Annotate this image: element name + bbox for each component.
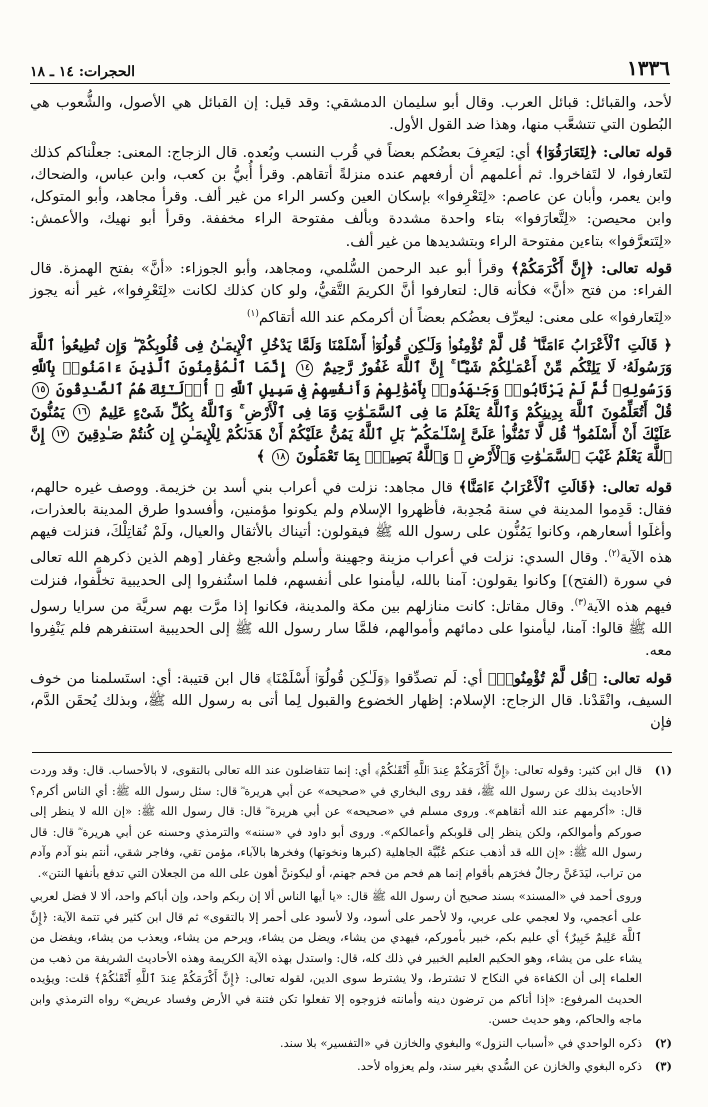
verse-text: إِنَّ ٱللَّهَ يَعْلَمُ غَيْبَ ٱلسَّمَـٰوَٰتِ وَٱلْأَرْضِ ۚ وَٱللَّهُ بَصِيرٌۢ بِمَا تَعْمَلُونَ — [30, 425, 672, 466]
verse-label: قوله تعالى: ﴿قُل لَّمْ تُؤْمِنُوا۟﴾ — [487, 669, 673, 687]
ayah-marker: ١٤ — [296, 360, 313, 377]
ayah-marker: ١٥ — [32, 382, 49, 399]
paragraph-text: أي: ليَعرِفَ بعضُكم بعضاً في قُرب النسب وبُعده. قال الزجاج: المعنى: جعلْناكم كذلك لتَعارفوا، لا لتَفاخروا. ثم أعلمهم أن أرفعهم عنده منزلةً أتقاهم. وقرأ أُبيُّ بن كعب، وابن عباس، والضحاك، وابن يعمر، وأبان عن عاصم: «لِتَعْرِفوا» بإسكان العين وكسر الراء من غير ألف. وقرأ مجاهد، وأبو المتوكل، وابن محيصن: «لِتَّعارَفوا» بتاء واحدة مشددة وبألف مفتوحة الراء مخففة. وقرأ أبو نهيك، والأعمش: «لِتَتعرَّفوا» بتاءين مفتوحة الراء وبتشديدها من غير ألف. — [30, 144, 672, 250]
footnote-number: (٣) — [654, 1059, 672, 1073]
verse-text: يَمُنُّونَ عَلَيْكَ أَنْ أَسْلَمُوا۟ ۖ قُل لَّا تَمُنُّوا۟ عَلَىَّ إِسْلَـٰمَكُم ۖ بَلِ ٱللَّهُ يَمُنُّ عَلَيْكُمْ أَنْ هَدَىٰكُمْ لِلْإِيمَـٰنِ إِن كُنتُمْ صَـٰدِقِينَ — [30, 403, 673, 443]
page-number: ١٣٣٦ — [627, 56, 670, 80]
ayah-marker: ١٦ — [73, 404, 90, 421]
surah-reference: الحجرات: ١٤ ـ ١٨ — [30, 64, 136, 80]
footnote-ref[interactable]: (٣) — [574, 597, 587, 608]
footnote-text: ذكره الواحدي في «أسباب النزول» والبغوي والخازن في «التفسير» بلا سند. — [279, 1035, 642, 1050]
footnote-text: قال ابن كثير: وقوله تعالى: ﴿إِنَّ أَكْرَمَكُمْ عِندَ ٱللَّهِ أَتْقَىٰكُمْ﴾ أي: إنما تتفاضلون عند الله تعالى بالتقوى، لا بالأحساب. قال: وقد وردت الأحاديث بذلك عن رسول الله ﷺ، فقد روى البخاري في «صحيحه» عن أبي هريرة ؓ قال: سئل رسول الله ﷺ: أي الناس أكرم؟ قال: «أكرمهم عند الله أتقاهم». وروى مسلم في «صحيحه» عن أبي هريرة ؓ قال: قال رسول الله ﷺ: «إن الله لا ينظر إلى صوركم وأموالكم، ولكن ينظر إلى قلوبكم وأعمالكم». وروى أبو داود في «سننه» والترمذي وحسنه عن أبي هريرة ؓ قال: قال رسول الله ﷺ: «إن الله قد أذهب عنكم عُبِّيَّة الجاهلية (كبرها ونخوتها) وفخرها بالآباء، مؤمن تقي، وفاجر شقي، أنتم بنو آدم وآدم من تراب، ليَدَعَنَّ رجالٌ فخرَهم بأقوام إنما هم فحم من فحم جهنم، أو ليكوننَّ أهون على الله من الجعلان التي تدفع بأنفها النتن». — [30, 763, 642, 880]
verse-label: قوله تعالى: ﴿إِنَّ أَكْرَمَكُمْ﴾ — [510, 260, 672, 278]
footnote-1-continuation: وروى أحمد في «المسند» بسند صحيح أن رسول الله ﷺ قال: «يا أيها الناس ألا إن ربكم واحد، وإن أباكم واحد، ألا لا فضل لعربي على أعجمي، ولا لعجمي على عربي، ولا لأحمر على أسود، ولا لأسود على أحمر إلا بالتقوى» ثم قال ابن كثير في تتمة الآية: ﴿إِنَّ ٱللَّهَ عَلِيمٌ خَبِيرٌ﴾ أي عليم بكم، خبير بأموركم، فيهدي من يشاء، ويضل من يشاء، ويرحم من يشاء، ويعذب من يشاء، ويفضل من يشاء على من يشاء، وهو الحكيم العليم الخبير في ذلك كله، قال: واستدل بهذه الآية الكريمة وهذه الأحاديث الشريفة من ذهب من العلماء إلى أن الكفاءة في النكاح لا تشترط، ولا يشترط سوى الدين، لقوله تعالى: ﴿إِنَّ أَكْرَمَكُمْ عِندَ ٱللَّهِ أَتْقَىٰكُمْ﴾ قلت: ويؤيده الحديث المرفوع: «إذا أتاكم من ترضون دينه وأمانته فزوجوه إلا تفعلوا تكن فتنة في الأرض وفساد عريض» رواه الترمذي وابن ماجه والحاكم، وهو حديث حسن. — [30, 889, 642, 1026]
footnote-ref[interactable]: (١) — [246, 308, 259, 319]
paragraph-2 — [30, 142, 672, 253]
footnote-divider — [32, 752, 672, 753]
verse-text: قُلْ أَتُعَلِّمُونَ ٱللَّهَ بِدِينِكُمْ وَٱللَّهُ يَعْلَمُ مَا فِى ٱلسَّمَـٰوَٰتِ وَمَا فِى ٱلْأَرْضِ ۚ وَٱللَّهُ بِكُلِّ شَىْءٍ عَلِيمٌ — [99, 403, 672, 421]
main-text — [30, 92, 672, 739]
paragraph-1: لأحد، والقبائل: قبائل العرب. وقال أبو سليمان الدمشقي: وقد قيل: إن القبائل هي الأصول، والشُّعوب هي البُطون التي تتشعَّب منها، وهذا ضد القول الأول. — [30, 95, 672, 134]
verse-text: ﴿ قَالَتِ ٱلْأَعْرَابُ ءَامَنَّا ۖ قُل لَّمْ تُؤْمِنُوا۟ وَلَـٰكِن قُولُوٓا۟ أَسْلَمْنَا وَلَمَّا يَدْخُلِ ٱلْإِيمَـٰنُ فِى قُلُوبِكُمْ ۖ وَإِن تُطِيعُوا۟ ٱللَّهَ وَرَسُولَهُۥ لَا يَلِتْكُم مِّنْ أَعْمَـٰلِكُمْ شَيْـًٔا ۚ إِنَّ ٱللَّهَ غَفُورٌ رَّحِيمٌ — [30, 336, 672, 377]
paragraph-text: أي: لَم تصدِّقوا ﴿وَلَـٰكِن قُولُوٓا۟ أَسْلَمْنَا﴾ قال ابن قتيبة: أي: استَسلمنا من خوف السيف، وانْقَدْنا. قال الزجاج: الإسلام: إظهار الخضوع والقبول لِما أتى به رسول الله ﷺ، وبذلك يُحقَن الدَّم، فإن — [30, 670, 672, 732]
paragraph-3 — [30, 258, 672, 329]
ayah-marker: ١٧ — [52, 426, 69, 443]
footnote-2 — [30, 1033, 672, 1054]
footnote-3 — [30, 1056, 672, 1077]
paragraph-4: قوله تعالى: ﴿قَالَتِ ٱلْأَعْرَابُ ءَامَنَّا﴾ قال مجاهد: نزلت في أعراب بني أسد بن خزيمة. ووصف غيره حالهم، فقال: قَدِموا المدينة في سنة مُجدِبة، فأظهروا الإسلام ولم يكونوا مؤمنين، وأفسدوا طرق المدينة بالعذرات، وأغلَوا أسعارهم، وكانوا يَمُنُّون على رسول الله ﷺ فيقولون: أتيناك بالأثقال والعيال، ولَمْ نُقاتِلْكَ، فنزلت فيهم هذه الآية$^{(٢)}$. وقال السدي: نزلت في أعراب مزينة وجهينة وأسلم وأشجع وغفار [وهم الذين ذكرهم الله تعالى في سورة (الفتح)] وكانوا يقولون: آمنا بالله، ليأمنوا على أنفسهم، فلما استُنفروا إلى الحديبية تخلَّفوا، فنزلت فيهم هذه الآية$^{(٣)}$. وقال مقاتل: كانت منازلهم بين مكة والمدينة، فكانوا إذا مرَّت بهم سريَّة من سرايا رسول الله ﷺ قالوا: آمنا، ليأمنوا على دمائهم وأموالهم، فلمَّا سار رسول الله ﷺ إلى الحديبية استنفرهم فلم يَنْفِروا معه. — [30, 478, 673, 660]
verse-label: قوله تعالى: ﴿قَالَتِ ٱلْأَعْرَابُ ءَامَنَّا﴾ — [458, 478, 672, 496]
footnotes — [30, 760, 672, 1080]
ayah-marker: ١٨ — [272, 449, 289, 466]
verse-close-bracket: ﴾ — [256, 448, 265, 466]
verse-text: إِنَّمَا ٱلْمُؤْمِنُونَ ٱلَّذِينَ ءَامَنُوا۟ بِٱللَّهِ وَرَسُولِهِۦ ثُمَّ لَمْ يَرْتَابُوا۟ وَجَـٰهَدُوا۟ بِأَمْوَٰلِهِمْ وَأَنفُسِهِمْ فِى سَبِيلِ ٱللَّهِ ۚ أُو۟لَـٰٓئِكَ هُمُ ٱلصَّـٰدِقُونَ — [30, 359, 672, 399]
paragraph-text: وقرأ أبو عبد الرحمن السُّلمي، ومجاهد، وأبو الجوزاء: «أنَّ» بفتح الهمزة. قال الفراء: من فتح «أنَّ» فكأنه قال: لتعارفوا أنَّ الكريمَ التَّقيُّ، ولو كان كذلك لكانت «لِتَعْرِفوا»، غير أنه يجوز «لِتَعارفوا» على معنى: ليعرِّف بعضُكم بعضاً أن أكرمكم عند الله أتقاكم — [30, 261, 672, 326]
verse-label: قوله تعالى: ﴿لِتَعَارَفُوٓا﴾ — [535, 143, 672, 161]
footnote-number: (٢) — [654, 1035, 672, 1050]
paragraph-text: قال مجاهد: نزلت في أعراب بني أسد بن خزيمة. ووصف غيره حالهم، فقال: قَدِموا المدينة في سنة مُجدِبة، فأظهروا الإسلام ولم يكونوا مؤمنين، وأفسدوا طرق المدينة بالعذرات، وأغلَوا أسعارهم، وكانوا يَمُنُّون على رسول الله ﷺ فيقولون: أتيناك بالأثقال والعيال، ولَمْ نُقاتِلْكَ، فنزلت فيهم هذه الآية — [30, 479, 673, 567]
running-header — [30, 56, 670, 84]
footnote-1 — [30, 760, 672, 883]
footnote-ref[interactable]: (٢) — [608, 549, 621, 560]
footnote-text: ذكره البغوي والخازن عن السُّدي بغير سند، ولم يعزواه لأحد. — [357, 1059, 642, 1073]
paragraph-text: وقال السدي: نزلت في أعراب مزينة وجهينة وأسلم وأشجع وغفار [وهم الذين ذكرهم الله تعالى في سورة (الفتح)] وكانوا يقولون: آمنا بالله، ليأمنوا على أنفسهم، فلما استُنفروا إلى الحديبية تخلَّفوا، فنزلت فيهم هذه الآية — [30, 550, 672, 615]
quran-verses — [30, 335, 672, 469]
footnote-number: (١) — [654, 763, 672, 777]
paragraph-text: . وقال مقاتل: كانت منازلهم بين مكة والمدينة، فكانوا إذا مرَّت بهم سريَّة من سرايا رسول الله ﷺ قالوا: آمنا، ليأمنوا على دمائهم وأموالهم، فلمَّا سار رسول الله ﷺ إلى الحديبية استنفرهم فلم يَنْفِروا معه. — [30, 598, 672, 660]
paragraph-6 — [30, 668, 672, 735]
